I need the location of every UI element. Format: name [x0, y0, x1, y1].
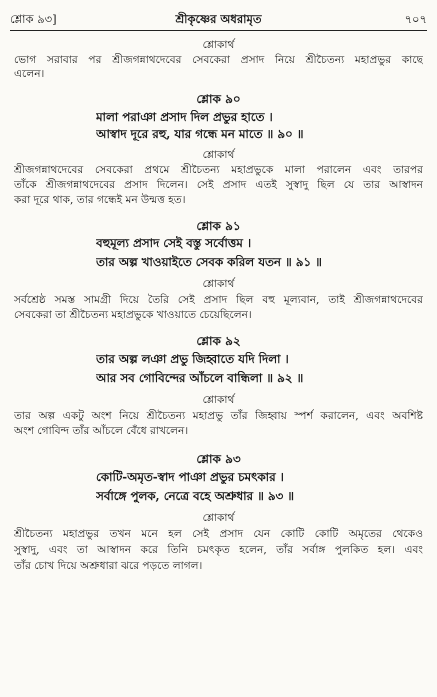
header-verse-ref: শ্লোক ৯৩]: [10, 12, 57, 26]
verse-number-91: শ্লোক ৯১: [196, 219, 241, 233]
translation-line: এলেন।: [14, 68, 45, 80]
translation-line: শ্রীচৈতন্য মহাপ্রভুর তখন মনে হল সেই প্রসাদ যেন কোটি কোটি অমৃতের থেকেও: [14, 528, 423, 540]
translation-line: তার অল্প একটু অংশ নিয়ে শ্রীচৈতন্য মহাপ্রভু তাঁর জিহ্বায় স্পর্শ করালেন, এবং অবশিষ্ট: [14, 410, 423, 422]
verse-92-line-2: আর সব গোবিন্দের আঁচলে বান্ধিলা ॥ ৯২ ॥: [96, 371, 304, 385]
translation-line: করা দূরে থাক, তার গন্ধেই মন উন্মত্ত হত।: [14, 194, 186, 206]
translation-heading: শ্লোকার্থ: [202, 39, 235, 51]
translation-line: সর্বশ্রেষ্ঠ সমস্ত সামগ্রী দিয়ে তৈরি সেই প্রসাদ ছিল বহু মূল্যবান, তাই শ্রীজগন্নাথদেবের: [14, 294, 423, 306]
header-page-number: ৭০৭: [404, 12, 427, 26]
translation-heading: শ্লোকার্থ: [202, 512, 235, 524]
verse-91-line-1: বহুমূল্য প্রসাদ সেই বস্তু সর্বোত্তম ।: [96, 236, 252, 250]
verse-90-line-2: আস্বাদ দূরে রহু, যার গন্ধে মন মাতে ॥ ৯০ ॥: [96, 127, 304, 141]
verse-number-92: শ্লোক ৯২: [196, 334, 241, 348]
translation-heading: শ্লোকার্থ: [202, 394, 235, 406]
translation-heading: শ্লোকার্থ: [202, 278, 235, 290]
translation-line: ভোগ সরাবার পর শ্রীজগন্নাথদেবের সেবকেরা প্রসাদ নিয়ে শ্রীচৈতন্য মহাপ্রভুর কাছে: [14, 54, 423, 66]
translation-line: তাঁকে শ্রীজগন্নাথদেবের প্রসাদ দিলেন। সেই প্রসাদ এতই সুস্বাদু ছিল যে তার আস্বাদন: [14, 179, 423, 191]
verse-number-90: শ্লোক ৯০: [196, 92, 241, 106]
verse-93-line-1: কোটি-অমৃত-স্বাদ পাঞা প্রভুর চমৎকার ।: [96, 470, 284, 484]
translation-line: তাঁর চোখ দিয়ে অশ্রুধারা ঝরে পড়তে লাগল।: [14, 560, 203, 572]
verse-93-line-2: সর্বাঙ্গে পুলক, নেত্রে বহে অশ্রুধার ॥ ৯৩ ॥: [96, 489, 294, 503]
verse-92-line-1: তার অল্প লঞা প্রভু জিহ্বাতে যদি দিলা ।: [96, 352, 289, 366]
verse-90-line-1: মালা পরাঞা প্রসাদ দিল প্রভুর হাতে ।: [96, 110, 273, 124]
translation-line: শ্রীজগন্নাথদেবের সেবকেরা প্রথমে শ্রীচৈতন্য মহাপ্রভুকে মালা পরালেন এবং তারপর: [14, 164, 423, 176]
translation-line: অংশ গোবিন্দ তাঁর আঁচলে বেঁধে রাখলেন।: [14, 425, 189, 437]
verse-91-line-2: তার অল্প খাওয়াইতে সেবক করিল যতন ॥ ৯১ ॥: [96, 255, 322, 269]
header-chapter-title: শ্রীকৃষ্ণের অধরামৃত: [175, 12, 262, 26]
verse-number-93: শ্লোক ৯৩: [196, 452, 241, 466]
translation-line: সুস্বাদু, এবং তা আস্বাদন করে তিনি চমৎকৃত হলেন, তাঁর সর্বাঙ্গ পুলকিত হল। এবং: [14, 544, 423, 556]
translation-heading: শ্লোকার্থ: [202, 149, 235, 161]
running-header: [10, 4, 427, 31]
translation-line: সেবকেরা তা শ্রীচৈতন্য মহাপ্রভুকে খাওয়াতে চেয়েছিলেন।: [14, 309, 252, 321]
